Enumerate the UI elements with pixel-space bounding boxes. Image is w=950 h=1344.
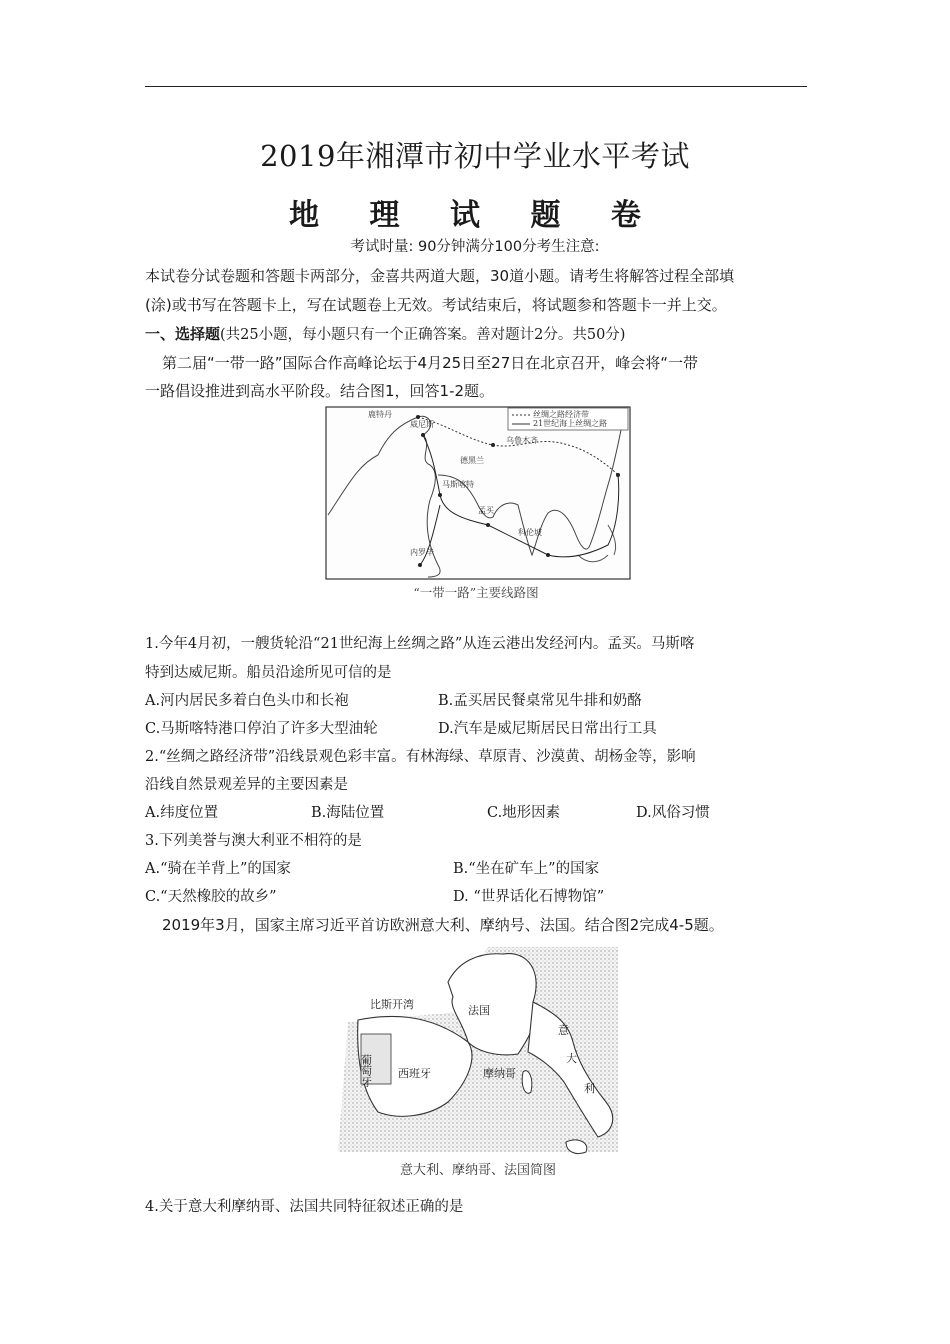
q1-stem-line-1: 1.今年4月初，一艘货轮沿“21世纪海上丝绸之路”从连云港出发经河内。孟买。马斯喀: [145, 636, 695, 652]
q2-option-a: A.纬度位置: [145, 805, 219, 821]
section1-intro-line-2: 一路倡设推进到高水平阶段。结合图1，回答1-2题。: [145, 382, 495, 400]
q4-stem: 4.关于意大利摩纳哥、法国共同特征叙述正确的是: [145, 1199, 464, 1215]
map2-label-spain: 西班牙: [398, 1067, 431, 1080]
map1-place-venice: 威尼斯: [410, 420, 434, 429]
map2-label-italy-3: 利: [584, 1082, 595, 1095]
q1-stem-line-2: 特到达威尼斯。船员沿途所见可信的是: [145, 665, 392, 681]
map1-place-nairobi: 内罗毕: [410, 548, 434, 557]
map2-label-portugal: 葡萄牙: [359, 1054, 373, 1087]
q1-option-d: D.汽车是威尼斯居民日常出行工具: [438, 721, 657, 737]
notice-line-2: (涂)或书写在答题卡上，写在试题卷上无效。考试结束后，将试题参和答题卡一并上交。: [145, 296, 727, 314]
q3-option-a: A.“骑在羊背上”的国家: [145, 861, 291, 877]
exam-info: 考试时量: 90分钟满分100分考生注意:: [350, 239, 600, 255]
notice-line-1: 本试卷分试卷题和答题卡两部分，金喜共两道大题，30道小题。请考生将解答过程全部填: [145, 267, 735, 285]
map1-place-urumqi: 乌鲁木齐: [506, 436, 538, 445]
map2-caption: 意大利、摩纳哥、法国简图: [399, 1163, 557, 1178]
map1-place-tehran: 德黑兰: [460, 456, 484, 465]
map1-caption: “一带一路”主要线路图: [413, 585, 539, 600]
q3-option-d: D. “世界话化石博物馆”: [453, 889, 605, 905]
q2-option-b: B.海陆位置: [311, 805, 385, 821]
map1-place-colombo: 科伦坡: [518, 528, 542, 537]
map2-label-france: 法国: [468, 1004, 490, 1017]
paper-subtitle: 地 理 试 题 卷: [289, 198, 661, 233]
top-rule: [145, 86, 807, 87]
map2-label-italy-1: 意: [558, 1024, 569, 1037]
map1-place-mumbai: 孟买: [478, 506, 494, 515]
map1-place-rotterdam: 鹿特丹: [368, 410, 392, 419]
q1-option-b: B.孟买居民餐桌常见牛排和奶酪: [438, 693, 642, 709]
map1-place-muscat: 马斯喀特: [442, 480, 474, 489]
belt-road-map-svg: [318, 405, 633, 605]
page-title: 2019年湘潭市初中学业水平考试: [260, 139, 690, 173]
q3-option-c: C.“天然橡胶的故乡”: [145, 889, 277, 905]
q2-option-d: D.风俗习惯: [636, 805, 710, 821]
map1-frame: [326, 407, 630, 579]
q3-option-b: B.“坐在矿车上”的国家: [453, 861, 600, 877]
q2-option-c: C.地形因素: [487, 805, 561, 821]
map2-label-biscay: 比斯开湾: [370, 998, 414, 1011]
map1-legend-label-1: 丝绸之路经济带: [533, 410, 589, 419]
belt-road-map: [318, 405, 633, 605]
section1-title: 一、选择题: [145, 325, 221, 343]
section1-heading: [145, 323, 625, 346]
section1-intro-line-1: 第二届“一带一路”国际合作高峰论坛于4月25日至27日在北京召开，峰会将“一带: [162, 354, 699, 372]
europe-map: [328, 942, 628, 1182]
map2-label-italy-2: 大: [566, 1052, 577, 1065]
q2-stem-line-1: 2.“丝绸之路经济带”沿线景观色彩丰富。有林海绿、草原青、沙漠黄、胡杨金等，影响: [145, 749, 696, 765]
q3-stem: 3.下列美誉与澳大利亚不相符的是: [145, 833, 362, 849]
map2-label-monaco: 摩纳哥: [483, 1067, 516, 1080]
q1-option-c: C.马斯喀特港口停泊了许多大型油轮: [145, 721, 378, 737]
q1-option-a: A.河内居民多着白色头巾和长袍: [145, 693, 349, 709]
section1-note: (共25小题，每小题只有一个正确答案。善对题计2分。共50分): [220, 327, 626, 343]
q2-stem-line-2: 沿线自然景观差异的主要因素是: [145, 777, 348, 793]
map1-legend-label-2: 21世纪海上丝绸之路: [533, 419, 608, 428]
europe-map-svg: [328, 942, 628, 1182]
section2-intro: 2019年3月，国家主席习近平首访欧洲意大利、摩纳号、法国。结合图2完成4-5题。: [162, 916, 724, 934]
